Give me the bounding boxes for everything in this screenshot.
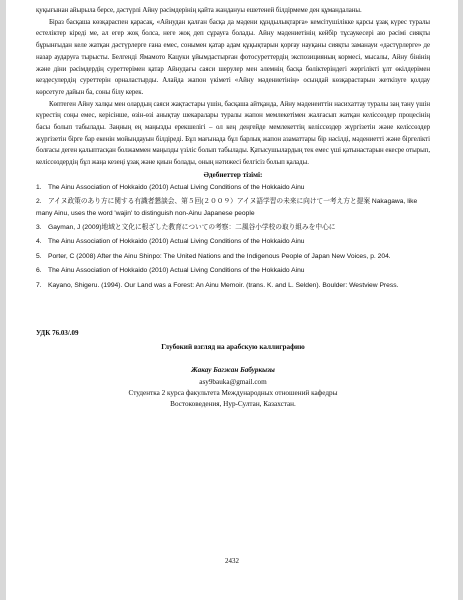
reference-item: 7. Kayano, Shigeru. (1994). Our Land was a Forest: An Ainu Memoir. (trans. K. and L. Selden). Boulder: Westview Press. (36, 281, 399, 289)
author-affiliation-line-1: Студентка 2 курса факультета Международных отношений кафедры (128, 389, 338, 398)
body-paragraph-1: қуқығынан айырыла берсе, дәстүрлі Айну рәсімдерінің қайта жандануы ешетеней білдірмеме ден құмандаланы. (36, 7, 362, 14)
article-title: Глубокий взгляд на арабскую каллиграфию (161, 343, 305, 352)
reference-item: 4. The Ainu Association of Hokkaido (2010) Actual Living Conditions of the Hokkaido Ainu (36, 238, 305, 246)
udk-code: УДК 76.03/.09 (36, 329, 79, 338)
author-affiliation-line-2: Востоковедения, Нур-Султан, Казахстан. (170, 399, 296, 408)
reference-item: 3. Gayman, J (2009)地域と文化に根ざした教育についての考察：二風谷小学校の取り組みを中心に (36, 224, 336, 232)
references-title: Әдебиеттер тізімі: (203, 170, 263, 179)
reference-item: 1. The Ainu Association of Hokkaido (2010) Actual Living Conditions of the Hokkaido Ainu (36, 183, 305, 191)
body-paragraph-3: Көптеген Айну халқы мен олардың саяси жақтастары үшін, басқаша айтқанда, Айну мәденеиттін насихаттау туралы заң тану үшін күрестің соңы емес, керісінше, өзін-өзі анықтау шекаралары туралы жапон мемлекетімен жалғасып жатқан келіссөздер процесінің басы болып табылады. Заңның ең маңызды ерекшелігі – ол кең деңгейде мемлекеттің келіссөздер жүргізетін және келіссөздер жүргізетін бірге бар екенін мойындауын білдіреді. Бұл мағынада бұл барлық жапон азаматтары бір нәсілді, мәдениетті және біргелікті болғасы деген қалыптасқан болжаммен маңызды үзіліс болып табылады. Қатысушылардың тек емес үші қатынастарын екесре отырып, келіссөздердің бұл жаңа кезеңі ұзақ және қиын болады, оның нәтижесі белгісіз болып қалады. (36, 100, 430, 167)
reference-item: 6. The Ainu Association of Hokkaido (2010) Actual Living Conditions of the Hokkaido Ainu (36, 267, 305, 275)
body-paragraph-2: Біраз басқаша көзқараспен қарасақ, «Айнудан қалған басқа да мәдени құндылықтарға» кемсітушілікке қарсы ұзақ күрес туралы естеліктер кіреді ме, ал егер жоқ болса, неге жоқ деп сұрауға болады. Айну мәдениетінің кейбір тұсаукесері аю рәсімі сияқты бұрынғыдан келе жатқан дәстүрлерге ғана емес, сонымен қатар адам құқықтарын қорғау науқаны сияқты заманауи «дәстүрлерге» де назар аударуға тырысты. Белгенді Ямамото Кацуки ұйымдастырған фотосуреттердің экспозицияның кормесі, мысалы, Айну бінінің және діни рәсімдердің суреттерімен қатар Айнудағы саяси шерулер мен әлемнің басқа бөліктеріндегі жергілікті ұлт өкілдерімен кездесулердің суреттерін орналастырды. Алайда жапон үкіметі «Айну мәдениетінің» осындай көзқарастарын жеткізуге қолдау көрсетуге дайын ба, соны білу керек. (36, 18, 430, 96)
author-email: asy9bauka@gmail.com (199, 378, 267, 387)
reference-item: 2. アイヌ政策のあり方に関する有識者懇談会、第５回(２００９）アイヌ語学習の未来に向けて一考え方と提案 Nakagawa, like many Ainu, uses the word 'wajin' to distinguish non-Ainu Japanese people (36, 198, 418, 217)
page-number: 2432 (225, 557, 239, 565)
reference-item: 5. Porter, C (2008) After the Ainu Shinpo: The United Nations and the Indigenous People of Japan New Voices, p. 204. (36, 252, 391, 260)
references-list (36, 182, 430, 291)
author-name: Жакау Багжан Бабуркызы (191, 366, 275, 375)
document-page (6, 0, 458, 600)
